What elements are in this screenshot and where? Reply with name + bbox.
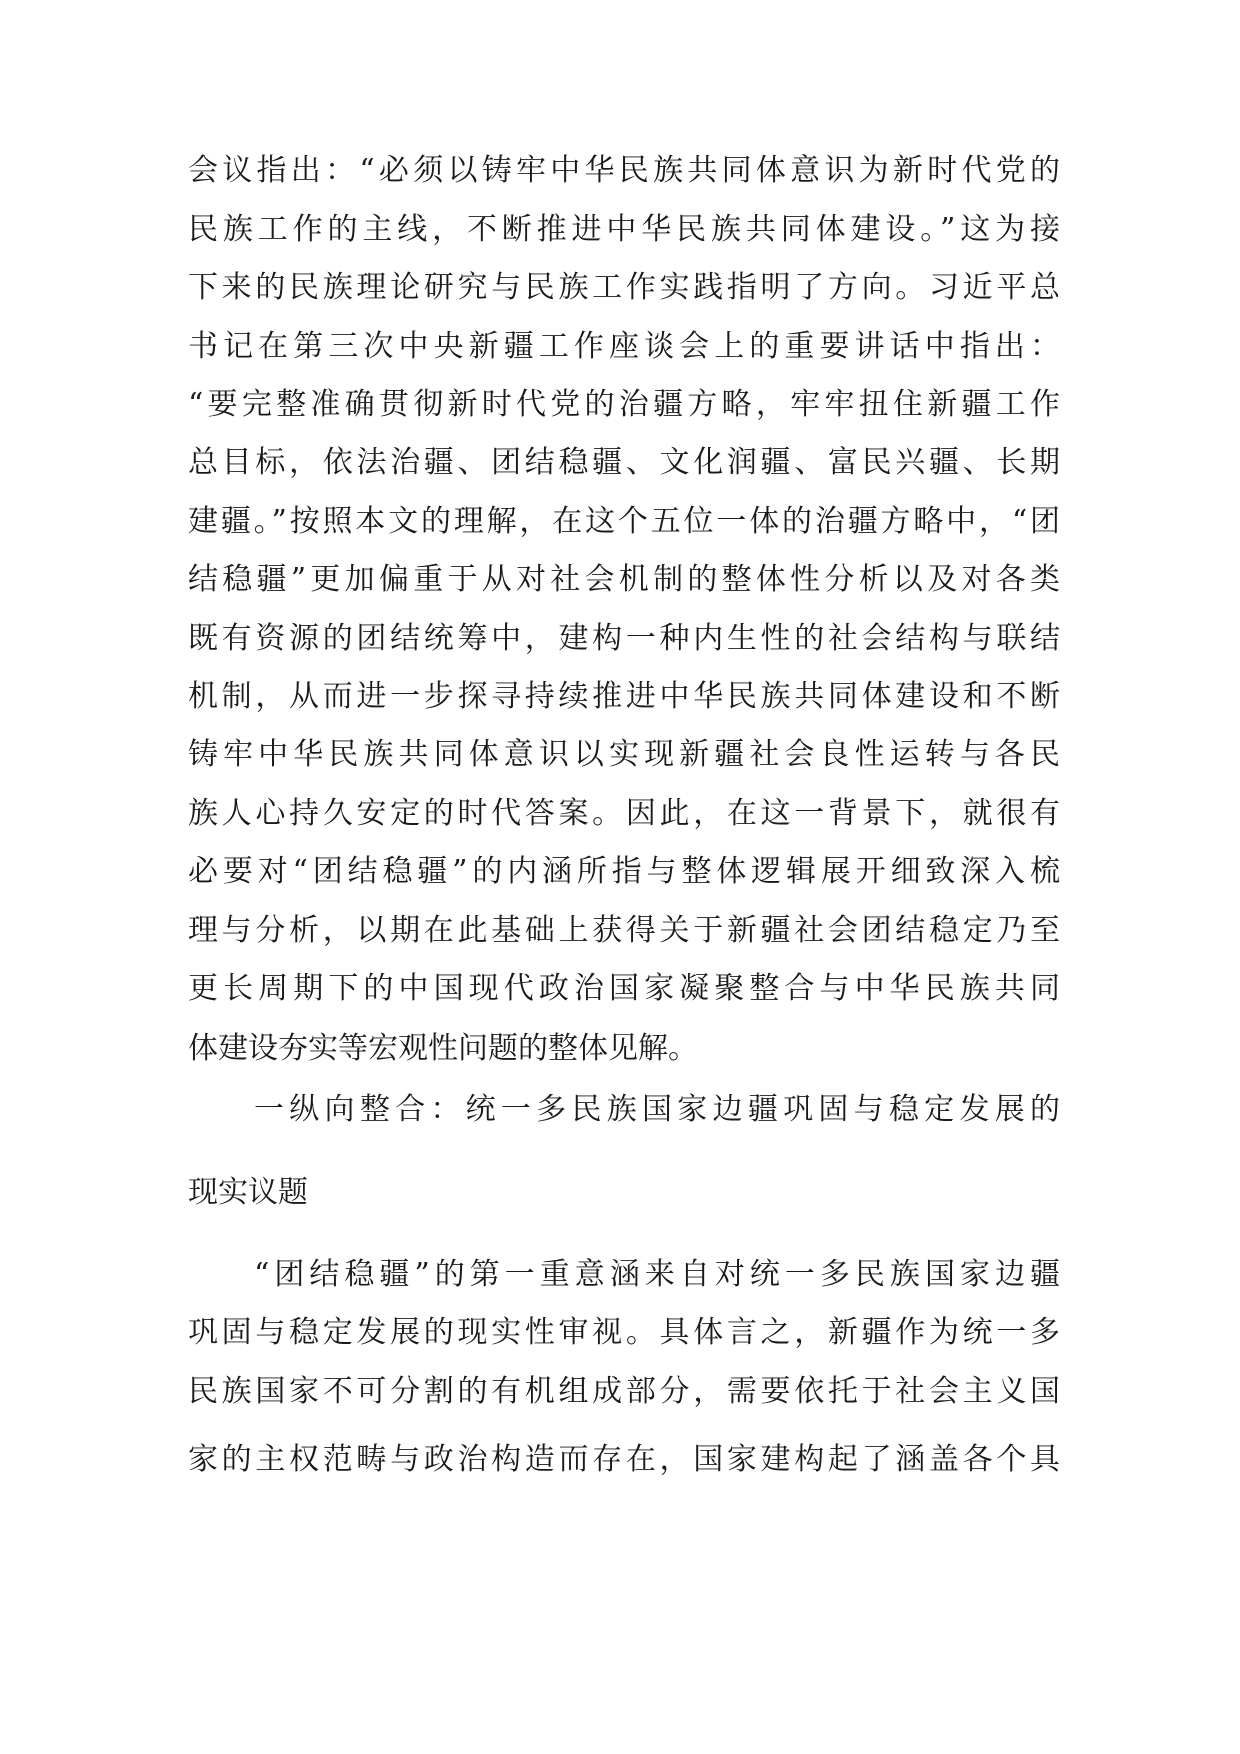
paragraph1-line: 必要对“团结稳疆”的内涵所指与整体逻辑展开细致深入梳 xyxy=(188,854,1060,889)
paragraph1-line: 理与分析，以期在此基础上获得关于新疆社会团结稳定乃至 xyxy=(188,913,1060,948)
paragraph2-line: 民族国家不可分割的有机组成部分，需要依托于社会主义国 xyxy=(188,1374,1060,1409)
paragraph1-line: 下来的民族理论研究与民族工作实践指明了方向。习近平总 xyxy=(188,270,1060,305)
paragraph1-line: 建疆。”按照本文的理解，在这个五位一体的治疆方略中，“团 xyxy=(188,504,1060,539)
paragraph1-line: 总目标，依法治疆、团结稳疆、文化润疆、富民兴疆、长期 xyxy=(188,445,1060,480)
paragraph1-line: “要完整准确贯彻新时代党的治疆方略，牢牢扭住新疆工作 xyxy=(188,387,1060,422)
paragraph1-line: 结稳疆”更加偏重于从对社会机制的整体性分析以及对各类 xyxy=(188,562,1060,597)
section-heading-line: 现实议题 xyxy=(188,1175,308,1210)
paragraph1-line: 铸牢中华民族共同体意识以实现新疆社会良性运转与各民 xyxy=(188,737,1060,772)
paragraph2-line: 巩固与稳定发展的现实性审视。具体言之，新疆作为统一多 xyxy=(188,1315,1060,1350)
paragraph1-line: 会议指出：“必须以铸牢中华民族共同体意识为新时代党的 xyxy=(188,153,1060,188)
section-heading-line: 一纵向整合：统一多民族国家边疆巩固与稳定发展的 xyxy=(254,1092,1060,1127)
paragraph1-line: 体建设夯实等宏观性问题的整体见解。 xyxy=(188,1031,698,1066)
paragraph1-line: 既有资源的团结统筹中，建构一种内生性的社会结构与联结 xyxy=(188,621,1060,656)
paragraph1-line: 书记在第三次中央新疆工作座谈会上的重要讲话中指出： xyxy=(188,329,1060,364)
paragraph2-line: “团结稳疆”的第一重意涵来自对统一多民族国家边疆 xyxy=(254,1257,1060,1292)
paragraph1-line: 民族工作的主线，不断推进中华民族共同体建设。”这为接 xyxy=(188,212,1060,247)
paragraph2-line: 家的主权范畴与政治构造而存在，国家建构起了涵盖各个具 xyxy=(188,1442,1060,1477)
paragraph1-line: 更长周期下的中国现代政治国家凝聚整合与中华民族共同 xyxy=(188,971,1060,1006)
paragraph1-line: 机制，从而进一步探寻持续推进中华民族共同体建设和不断 xyxy=(188,679,1060,714)
paragraph1-line: 族人心持久安定的时代答案。因此，在这一背景下，就很有 xyxy=(188,796,1060,831)
